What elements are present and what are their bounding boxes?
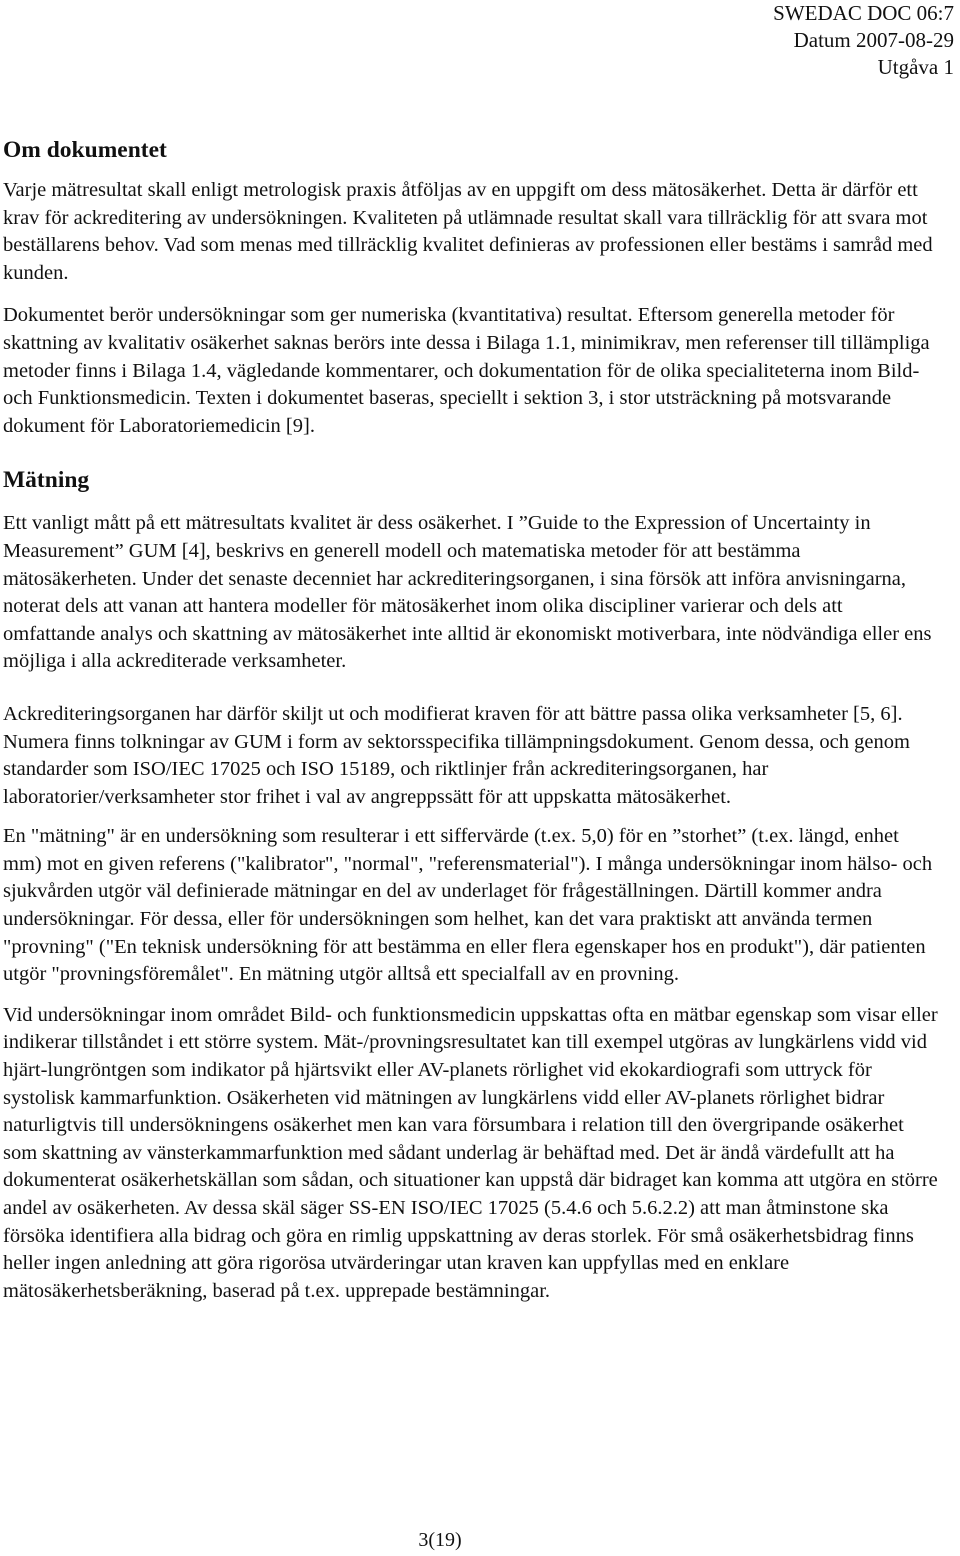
document-header [773, 0, 954, 81]
document-body [3, 134, 938, 1305]
page-number: 3(19) [418, 1529, 462, 1551]
paragraph: En "mätning" är en undersökning som resulterar i ett siffervärde (t.ex. 5,0) för en ”storhet” (t.ex. längd, enhet mm) mot en given referens ("kalibrator", "normal", "referensmaterial"). I många undersökningar inom hälso- och sjukvården utgör väl definierade mätningar en del av underlaget för frågeställningen. Därtill kommer andra undersökningar. För dessa, eller för undersökningen som helhet, kan det vara praktiskt att använda termen "provning" ("En teknisk undersökning för att bestämma en eller flera egenskaper hos en produkt"), där patienten utgör "provningsföremålet". En mätning utgör alltså ett specialfall av en provning. [3, 825, 933, 986]
document-edition: Utgåva 1 [877, 55, 954, 79]
document-date: Datum 2007-08-29 [793, 28, 954, 52]
document-id: SWEDAC DOC 06:7 [773, 1, 954, 25]
paragraph: Ackrediteringsorganen har därför skiljt ut och modifierat kraven för att bättre passa olika verksamheter [5, 6]. Numera finns tolkningar av GUM i form av sektorsspecifika tillämpningsdokument. Genom dessa, och genom standarder som ISO/IEC 17025 och ISO 15189, och riktlinjer från ackrediteringsorganen, har laboratorier/verksamheter stor frihet i val av angreppssätt för att uppskatta mätosäkerhet. [3, 702, 910, 808]
section-heading-om-dokumentet: Om dokumentet [3, 137, 167, 163]
paragraph: Varje mätresultat skall enligt metrologisk praxis åtföljas av en uppgift om dess mätosäkerhet. Detta är därför ett krav för ackreditering av undersökningen. Kvaliteten på utlämnade resultat skall vara tillräcklig för att svara mot beställarens behov. Vad som menas med tillräcklig kvalitet definieras av professionen eller bestäms i samråd med kunden. [3, 179, 933, 284]
paragraph: Ett vanligt mått på ett mätresultats kvalitet är dess osäkerhet. I ”Guide to the Expression of Uncertainty in Measurement” GUM [4], beskrivs en generell modell och matematiska metoder för att bestämma mätosäkerheten. Under det senaste decenniet har ackrediteringsorganen, i sina försök att införa anvisningarna, noterat dels att vanan att hantera modeller för mätosäkerhet inom olika discipliner varierar och dels att omfattande analys och skattning av mätosäkerhet inte alltid är ekonomiskt motiverbara, inte nödvändiga eller ens möjliga i alla ackrediterade verksamheter. [3, 512, 932, 673]
section-heading-matning: Mätning [3, 467, 90, 494]
paragraph: Vid undersökningar inom området Bild- och funktionsmedicin uppskattas ofta en mätbar egenskap som visar eller indikerar tillståndet i ett större system. Mät-/provningsresultatet kan till exempel utgöras av lungkärlens vidd vid hjärt-lungröntgen som indikator på hjärtsvikt eller AV-planets rörlighet vid ekokardiografi som uttryck för systolisk kammarfunktion. Osäkerheten vid mätningen av lungkärlens vidd eller AV-planets rörlighet bidrar naturligtvis till undersökningens osäkerhet men kan vara försumbara i relation till den övergripande osäkerhet som skattning av vänsterkammarfunktion med sådant underlag är behäftad med. Det är ändå värdefullt att ha dokumenterat osäkerhetskällan som sådan, och situationer kan uppstå där bidraget kan komma att utgöra en större andel av osäkerheten. Av dessa skäl säger SS-EN ISO/IEC 17025 (5.4.6 och 5.6.2.2) att man åtminstone ska försöka identifiera alla bidrag och göra en rimlig uppskattning av deras storlek. För små osäkerhetsbidrag finns heller ingen anledning att göra rigorösa utvärderingar utan kraven kan uppfyllas med en enklare mätosäkerhetsberäkning, baserad på t.ex. upprepade bestämningar. [3, 1003, 938, 1302]
paragraph: Dokumentet berör undersökningar som ger numeriska (kvantitativa) resultat. Eftersom generella metoder för skattning av kvalitativ osäkerhet saknas berörs inte dessa i Bilaga 1.1, minimikrav, men referenser till tillämpliga metoder finns i Bilaga 1.4, vägledande kommentarer, och dokumentation för de olika specialiteterna inom Bild- och Funktionsmedicin. Texten i dokumentet baseras, speciellt i sektion 3, i stor utsträckning på motsvarande dokument för Laboratoriemedicin [9]. [3, 304, 930, 437]
